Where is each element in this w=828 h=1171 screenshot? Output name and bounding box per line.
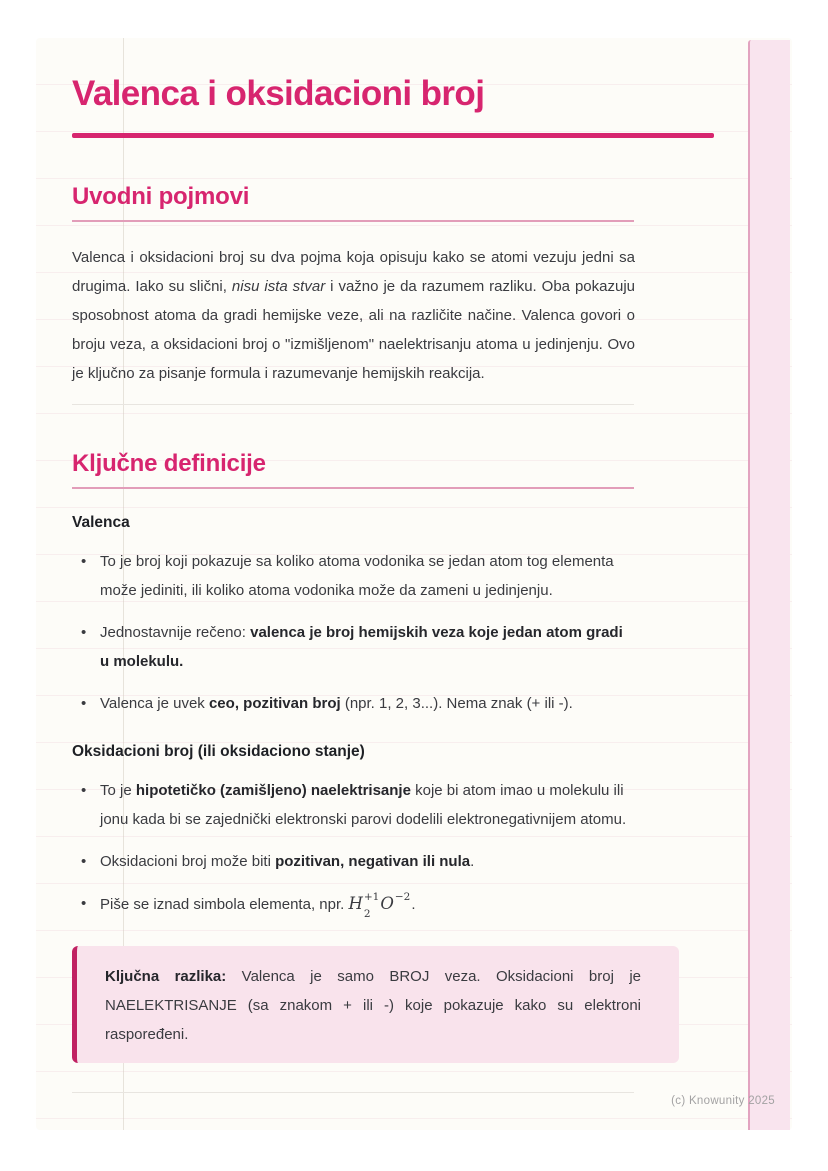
bullet-icon: • [81, 624, 87, 641]
list-item [72, 547, 634, 605]
page-content [36, 38, 792, 1113]
intro-paragraph: Valenca i oksidacioni broj su dva pojma koja opisuju kako se atomi vezuju jedni sa drugima. Iako su slični, nisu ista stvar i važno je da razumem razliku. Oba pokazuju sposobnost atoma da gradi hemijske veze, ali na različite načine. Valenca govori o broju veza, a oksidacioni broj o "izmišljenom" naelektrisanju atoma u jedinjenju. Ovo je ključno za pisanje formula i razumevanje hemijskih reakcija. [72, 249, 636, 382]
bullet-text: Piše se iznad simbola elementa, npr. H +1 2 O −2 . [100, 890, 416, 920]
bullet-icon: • [81, 895, 87, 912]
bullet-icon: • [81, 853, 87, 870]
bullet-text: To je hipotetičko (zamišljeno) naelektrisanje koje bi atom imao u molekulu ili jonu kada bi se zajednički elektronski parovi dodelili elektronegativnijem atomu. [100, 782, 627, 828]
list-item [72, 618, 634, 676]
bullet-text: To je broj koji pokazuje sa koliko atoma vodonika se jedan atom tog elementa može jediniti, ili koliko atoma vodonika može da zameni u jedinjenju. [100, 553, 614, 599]
bullet-icon: • [81, 695, 87, 712]
bullet-icon: • [81, 553, 87, 570]
list-item [72, 847, 634, 876]
title-rule [72, 133, 714, 138]
section-heading-intro: Uvodni pojmovi [72, 183, 250, 210]
bullet-text: Jednostavnije rečeno: valenca je broj hemijskih veza koje jedan atom gradi u molekulu. [100, 624, 623, 670]
subheading-oksidacioni: Oksidacioni broj (ili oksidaciono stanje) [72, 743, 365, 760]
list-item [72, 689, 634, 718]
document-page [36, 38, 792, 1130]
list-item [72, 776, 634, 834]
valenca-bullet-list [72, 547, 634, 718]
bullet-text: Valenca je uvek ceo, pozitivan broj (npr. 1, 2, 3...). Nema znak (+ ili -). [100, 695, 573, 712]
oksidacioni-bullet-list [72, 776, 634, 919]
footer-copyright: (c) Knowunity 2025 [671, 1095, 775, 1107]
bullet-icon: • [81, 782, 87, 799]
callout-box [72, 946, 679, 1063]
bullet-text: Oksidacioni broj može biti pozitivan, negativan ili nula. [100, 853, 475, 870]
section-divider [72, 404, 634, 405]
callout-text: Ključna razlika: Valenca je samo BROJ veza. Oksidacioni broj je NAELEKTRISANJE (sa znakom + ili -) koje pokazuje kako su elektroni raspoređeni. [105, 968, 641, 1043]
section-heading-definitions: Ključne definicije [72, 450, 266, 477]
heading-rule-intro [72, 220, 634, 222]
page-title: Valenca i oksidacioni broj [72, 74, 485, 113]
list-item [72, 889, 634, 919]
footer-row [72, 1093, 775, 1113]
subheading-valenca: Valenca [72, 514, 130, 531]
heading-rule-definitions [72, 487, 634, 489]
